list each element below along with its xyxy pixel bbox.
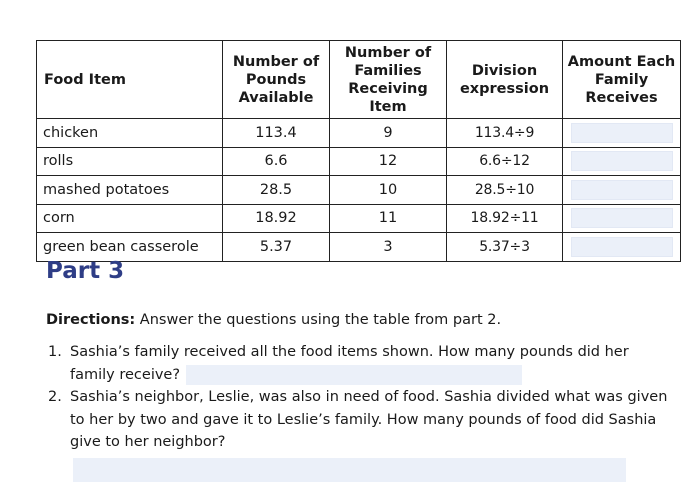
families-cell: 11 — [330, 204, 447, 233]
table-row — [37, 119, 681, 148]
question-item — [46, 341, 676, 386]
question-text: Sashia’s neighbor, Leslie, was also in need of food. Sashia divided what was given to her by two and gave it to Leslie’s family. How many pounds of food did Sashia give to her neighbor? — [70, 389, 668, 450]
food-item-cell: mashed potatoes — [37, 176, 223, 205]
amount-answer-input[interactable] — [571, 123, 673, 143]
question-1-answer-input[interactable] — [186, 365, 522, 385]
expression-cell: 18.92÷11 — [447, 204, 563, 233]
table-row — [37, 147, 681, 176]
directions-text: Answer the questions using the table from part 2. — [135, 312, 502, 328]
food-distribution-table — [36, 40, 681, 262]
part-title: Part 3 — [46, 258, 125, 284]
question-number: 1. — [48, 344, 62, 360]
families-cell: 12 — [330, 147, 447, 176]
question-text: Sashia’s family received all the food items shown. How many pounds did her family receive? — [70, 344, 629, 383]
table-row — [37, 176, 681, 205]
food-item-cell: green bean casserole — [37, 233, 223, 262]
header-food-item: Food Item — [37, 41, 223, 119]
question-number: 2. — [48, 389, 62, 405]
food-item-cell: rolls — [37, 147, 223, 176]
table-header-row — [37, 41, 681, 119]
expression-cell: 5.37÷3 — [447, 233, 563, 262]
question-list — [46, 341, 676, 454]
expression-cell: 28.5÷10 — [447, 176, 563, 205]
pounds-cell: 28.5 — [223, 176, 330, 205]
families-cell: 10 — [330, 176, 447, 205]
pounds-cell: 6.6 — [223, 147, 330, 176]
amount-cell — [563, 119, 681, 148]
amount-cell — [563, 147, 681, 176]
amount-cell — [563, 233, 681, 262]
question-2-answer-input[interactable] — [73, 458, 626, 482]
families-cell: 9 — [330, 119, 447, 148]
pounds-cell: 5.37 — [223, 233, 330, 262]
families-cell: 3 — [330, 233, 447, 262]
food-item-cell: chicken — [37, 119, 223, 148]
directions-label: Directions: — [46, 312, 136, 328]
amount-answer-input[interactable] — [571, 208, 673, 228]
header-families-receiving: Number of Families Receiving Item — [330, 41, 447, 119]
expression-cell: 6.6÷12 — [447, 147, 563, 176]
header-pounds-available: Number of Pounds Available — [223, 41, 330, 119]
expression-cell: 113.4÷9 — [447, 119, 563, 148]
pounds-cell: 113.4 — [223, 119, 330, 148]
header-division-expression: Division expression — [447, 41, 563, 119]
food-item-cell: corn — [37, 204, 223, 233]
question-item — [46, 386, 676, 454]
amount-cell — [563, 176, 681, 205]
directions — [46, 312, 501, 328]
header-amount-each-family: Amount Each Family Receives — [563, 41, 681, 119]
pounds-cell: 18.92 — [223, 204, 330, 233]
table-row — [37, 233, 681, 262]
amount-answer-input[interactable] — [571, 180, 673, 200]
table-row — [37, 204, 681, 233]
amount-cell — [563, 204, 681, 233]
amount-answer-input[interactable] — [571, 151, 673, 171]
amount-answer-input[interactable] — [571, 237, 673, 257]
